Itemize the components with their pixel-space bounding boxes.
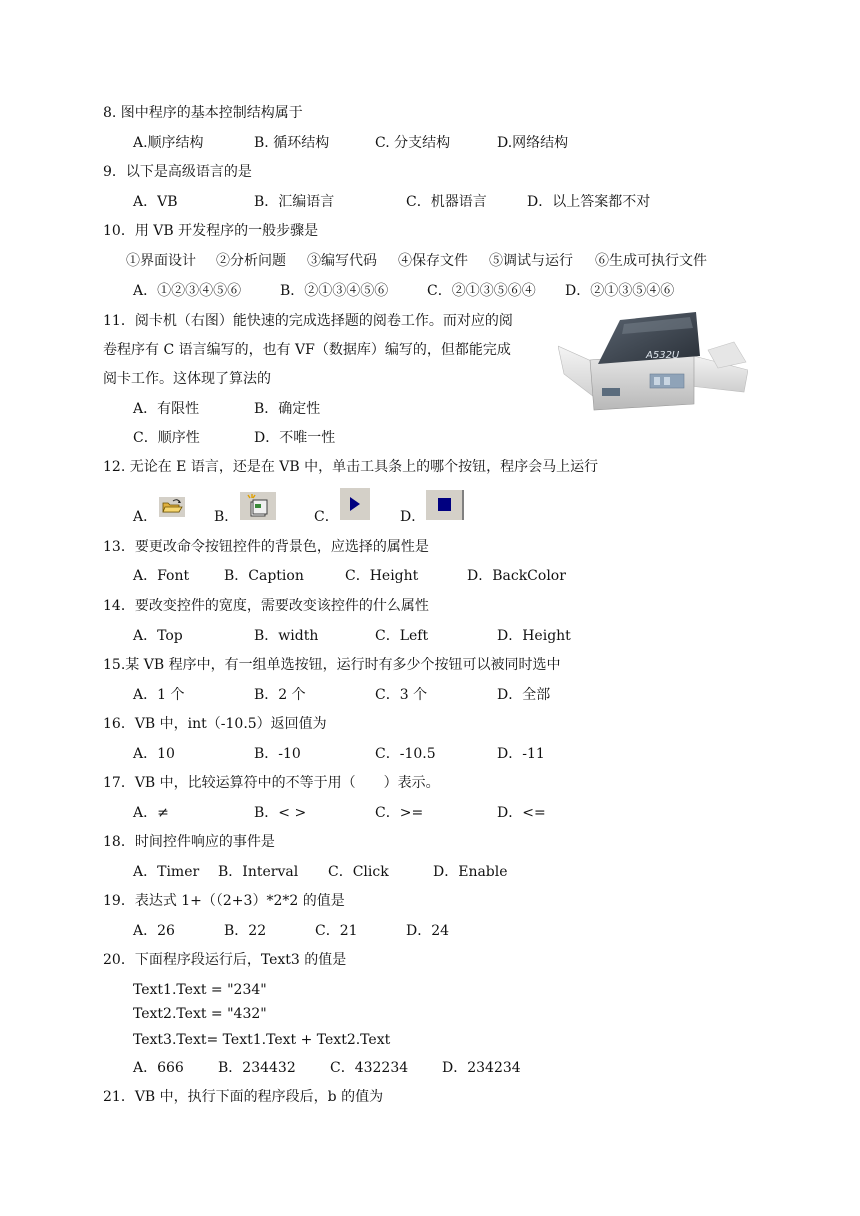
q19-option-b: B．22 [224, 923, 267, 939]
q16-option-a: A．10 [133, 746, 175, 762]
question-21-stem: 21．VB 中，执行下面的程序段后，b 的值为 [103, 1089, 384, 1105]
q12-option-c: C． [314, 509, 339, 525]
q19-option-d: D．24 [406, 923, 450, 939]
open-folder-icon [159, 497, 185, 517]
q11-option-c: C．顺序性 [133, 430, 200, 446]
code-line-3: Text3.Text= Text1.Text + Text2.Text [133, 1032, 391, 1048]
q17-option-a: A．≠ [133, 805, 169, 821]
q18-option-b: B．Interval [218, 864, 299, 880]
q18-option-c: C．Click [328, 864, 389, 880]
q20-option-b: B．234432 [218, 1060, 296, 1076]
q9-option-b: B．汇编语言 [254, 194, 335, 210]
question-15-stem: 15.某 VB 程序中，有一组单选按钮，运行时有多少个按钮可以被同时选中 [103, 657, 561, 673]
question-9-stem: 9．以下是高级语言的是 [103, 164, 252, 180]
question-11-stem-line-2: 卷程序有 C 语言编写的，也有 VF（数据库）编写的，但都能完成 [103, 342, 511, 358]
q8-option-a: A.顺序结构 [133, 135, 204, 151]
question-20-stem: 20．下面程序段运行后，Text3 的值是 [103, 952, 347, 968]
q16-option-c: C．-10.5 [375, 746, 436, 762]
new-project-icon [240, 492, 276, 520]
question-13-stem: 13．要更改命令按钮控件的背景色，应选择的属性是 [103, 539, 429, 555]
q8-option-b: B. 循环结构 [254, 135, 330, 151]
q9-option-a: A．VB [133, 194, 178, 210]
q10-option-c: C．②①③⑤⑥④ [427, 283, 536, 299]
run-play-icon [340, 488, 370, 520]
q20-option-d: D．234234 [442, 1060, 521, 1076]
q19-option-c: C．21 [315, 923, 358, 939]
q10-step-5: ⑤调试与运行 [489, 253, 573, 269]
q8-option-c: C. 分支结构 [375, 135, 451, 151]
card-reader-image [558, 312, 748, 414]
question-17-stem: 17．VB 中，比较运算符中的不等于用（ ）表示。 [103, 775, 440, 791]
q15-option-a: A．1 个 [133, 687, 185, 703]
q19-option-a: A．26 [133, 923, 175, 939]
q18-option-a: A．Timer [133, 864, 200, 880]
q11-option-b: B．确定性 [254, 401, 321, 417]
q10-option-a: A．①②③④⑤⑥ [133, 283, 242, 299]
q17-option-b: B．< > [254, 805, 307, 821]
q11-option-d: D．不唯一性 [254, 430, 336, 446]
q11-option-a: A．有限性 [133, 401, 200, 417]
question-11-stem-line-3: 阅卡工作。这体现了算法的 [103, 371, 271, 387]
q8-option-d: D.网络结构 [497, 135, 569, 151]
q13-option-c: C．Height [345, 568, 419, 584]
q14-option-d: D．Height [497, 628, 571, 644]
q14-option-a: A．Top [133, 628, 183, 644]
q10-option-b: B．②①③④⑤⑥ [280, 283, 389, 299]
q10-step-6: ⑥生成可执行文件 [595, 253, 707, 269]
q13-option-a: A．Font [133, 568, 190, 584]
q15-option-d: D．全部 [497, 687, 551, 703]
q13-option-d: D．BackColor [467, 568, 566, 584]
q15-option-c: C．3 个 [375, 687, 428, 703]
q20-option-c: C．432234 [330, 1060, 409, 1076]
q16-option-d: D．-11 [497, 746, 545, 762]
question-19-stem: 19．表达式 1+（（2+3）*2*2 的值是 [103, 893, 345, 909]
question-18-stem: 18．时间控件响应的事件是 [103, 834, 275, 850]
question-11-stem-line-1: 11．阅卡机（右图）能快速的完成选择题的阅卷工作。而对应的阅 [103, 313, 513, 329]
q12-option-a: A． [133, 509, 158, 525]
question-16-stem: 16．VB 中，int（-10.5）返回值为 [103, 716, 327, 732]
q17-option-c: C．>= [375, 805, 424, 821]
question-10-stem: 10．用 VB 开发程序的一般步骤是 [103, 223, 319, 239]
q18-option-d: D．Enable [433, 864, 508, 880]
q9-option-c: C．机器语言 [406, 194, 487, 210]
q10-step-2: ②分析问题 [216, 253, 286, 269]
q13-option-b: B．Caption [224, 568, 304, 584]
question-14-stem: 14．要改变控件的宽度，需要改变该控件的什么属性 [103, 598, 429, 614]
q10-step-3: ③编写代码 [307, 253, 377, 269]
question-8-stem: 8. 图中程序的基本控制结构属于 [103, 105, 303, 121]
q10-step-4: ④保存文件 [398, 253, 468, 269]
q12-option-d: D． [400, 509, 426, 525]
code-line-2: Text2.Text = "432" [133, 1006, 267, 1022]
q14-option-c: C．Left [375, 628, 429, 644]
q16-option-b: B．-10 [254, 746, 301, 762]
code-line-1: Text1.Text = "234" [133, 982, 267, 998]
q9-option-d: D．以上答案都不对 [527, 194, 651, 210]
q10-step-1: ①界面设计 [126, 253, 196, 269]
question-12-stem: 12. 无论在 E 语言，还是在 VB 中，单击工具条上的哪个按钮，程序会马上运行 [103, 459, 599, 475]
stop-icon [426, 490, 464, 520]
q12-option-b: B． [214, 509, 239, 525]
card-reader-label: A532U [646, 350, 680, 361]
q17-option-d: D．<= [497, 805, 546, 821]
q10-option-d: D．②①③⑤④⑥ [565, 283, 675, 299]
q20-option-a: A．666 [133, 1060, 184, 1076]
q15-option-b: B．2 个 [254, 687, 306, 703]
q14-option-b: B．width [254, 628, 319, 644]
